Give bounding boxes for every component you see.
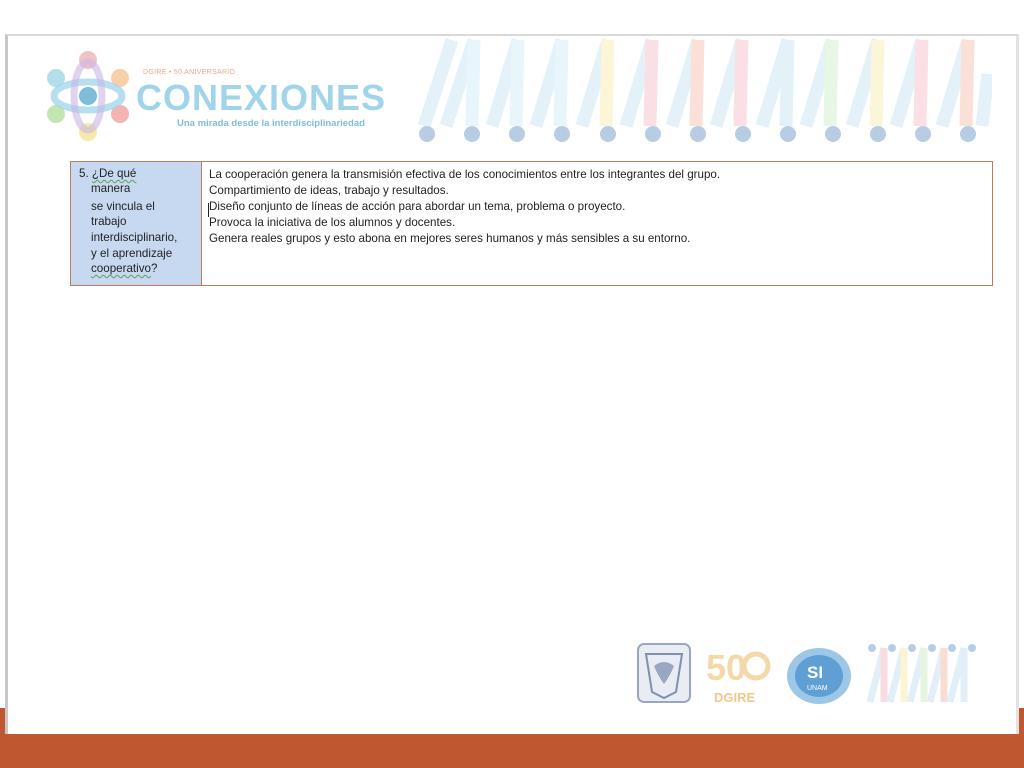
unam-seal-icon <box>638 644 690 702</box>
question-line-1 <box>79 166 136 181</box>
left-accent-tab <box>0 708 5 734</box>
logo-title: CONEXIONES <box>136 77 387 118</box>
top-margin <box>0 0 1024 34</box>
question-line-5: interdisciplinario, <box>91 231 178 244</box>
logo-subtitle: Una mirada desde la interdisciplinariedad <box>177 118 365 129</box>
conexiones-knot-logo <box>44 50 132 142</box>
si-unam-badge-icon <box>787 648 851 704</box>
question-number: 5. <box>79 167 92 180</box>
answer-line-4: Provoca la iniciativa de los alumnos y docentes. <box>209 216 456 229</box>
question-line-3: se vincula el <box>91 200 155 213</box>
qa-table <box>70 161 993 286</box>
question-line-2: manera <box>91 182 131 195</box>
svg-text:UNAM: UNAM <box>807 685 828 692</box>
header-zigzag-decoration <box>412 34 992 150</box>
dgire-50-badge-icon <box>706 647 768 705</box>
svg-text:50: 50 <box>706 647 747 688</box>
answer-list <box>209 167 720 247</box>
answer-line-1: La cooperación genera la transmisión efectiva de los conocimientos entre los integrantes del grupo. <box>209 168 721 181</box>
question-opening: ¿De qué <box>91 167 137 180</box>
question-keyword: cooperativo <box>91 262 151 275</box>
answer-line-2: Compartimiento de ideas, trabajo y resultados. <box>209 184 449 197</box>
footer-zigzag-icon <box>870 648 964 702</box>
question-cell[interactable] <box>71 162 202 285</box>
text-cursor <box>208 203 209 217</box>
right-accent-tab <box>1019 708 1024 734</box>
question-line-6: y el aprendizaje <box>91 247 173 260</box>
question-line-7 <box>91 261 157 276</box>
svg-text:SI: SI <box>807 663 824 682</box>
svg-text:DGIRE: DGIRE <box>714 690 756 705</box>
bottom-accent-bar <box>0 734 1024 768</box>
question-mark: ? <box>150 262 158 275</box>
question-line-4: trabajo <box>91 215 127 228</box>
answer-cell[interactable] <box>202 162 992 285</box>
footer-logos <box>636 640 986 710</box>
logo-kicker: DGIRE • 50 ANIVERSARIO <box>143 69 236 76</box>
answer-line-3: Diseño conjunto de líneas de acción para abordar un tema, problema o proyecto. <box>209 200 626 213</box>
answer-line-5: Genera reales grupos y esto abona en mejores seres humanos y más sensibles a su entorno. <box>209 232 691 245</box>
